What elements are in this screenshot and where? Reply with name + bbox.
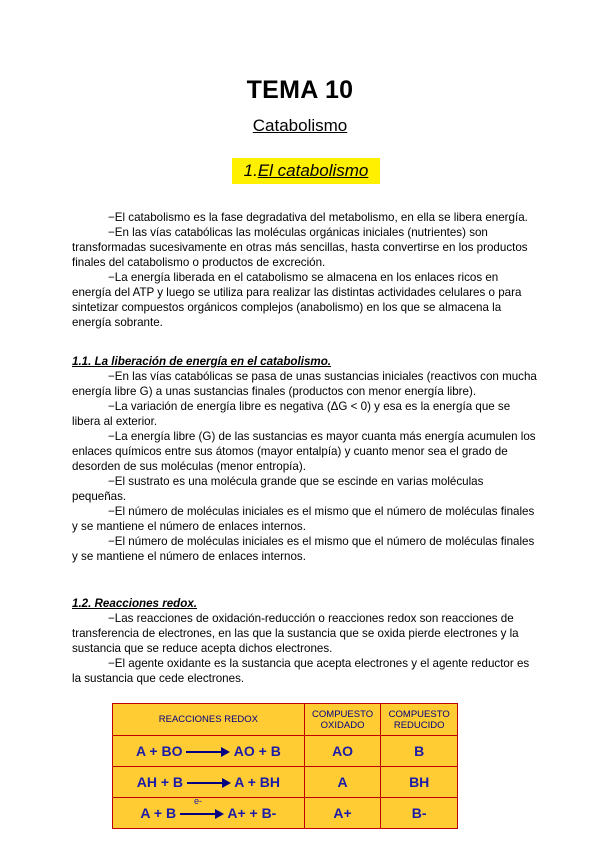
electron-label: e- — [193, 796, 202, 807]
paragraph: −Las reacciones de oxidación-reducción o reacciones redox son reacciones de transferencia de electrones, en las que la sustancia que se oxida pierde electrones y la sustancia que se reduce acepta dichos electrones. — [72, 612, 519, 655]
header-cell: COMPUESTO REDUCIDO — [381, 704, 458, 736]
section-number: 1. — [243, 161, 258, 180]
paragraph: −La variación de energía libre es negativa (ΔG < 0) y esa es la energía que se libera al exterior. — [72, 400, 511, 428]
section-label: El catabolismo — [257, 161, 369, 180]
reaction-right: A + BH — [234, 774, 281, 790]
reaction-cell — [113, 767, 305, 798]
reaction-cell — [113, 798, 305, 829]
oxidized-cell: A — [304, 767, 381, 798]
reaction-cell — [113, 736, 305, 767]
arrow-icon — [186, 747, 230, 757]
paragraph: −En las vías catabólicas las moléculas orgánicas iniciales (nutrientes) son transformadas sucesivamente en otras más sencillas, hasta convertirse en los productos finales del catabolismo o productos de excreción. — [72, 226, 528, 269]
paragraph: −El agente oxidante es la sustancia que acepta electrones y el agente reductor es la sustancia que cede electrones. — [72, 657, 530, 685]
subsection-2 — [72, 596, 538, 686]
reduced-cell: BH — [381, 767, 458, 798]
oxidized-cell: A+ — [304, 798, 381, 829]
paragraph: −El catabolismo es la fase degradativa del metabolismo, en ella se libera energía. — [108, 211, 528, 224]
paragraph: −La energía liberada en el catabolismo se almacena en los enlaces ricos en energía del ATP y luego se utiliza para realizar las distintas actividades celulares o para sintetizar compuestos orgánicos complejos (anabolismo) en los que se almacena la energía sobrante. — [72, 271, 522, 329]
oxidized-cell: AO — [304, 736, 381, 767]
reaction-right: A+ + B- — [227, 805, 277, 821]
table-row — [113, 736, 458, 767]
reduced-cell: B- — [381, 798, 458, 829]
redox-table — [112, 703, 458, 829]
paragraph: −La energía libre (G) de las sustancias es mayor cuanta más energía acumulen los enlaces químicos entre sus átomos (mayor entalpía) y cuanto menor sea el grado de desorden de sus moléculas (menor entropía). — [72, 430, 536, 473]
subsection-heading: 1.1. La liberación de energía en el catabolismo. — [72, 355, 332, 368]
arrow-icon — [180, 796, 224, 819]
paragraph: −En las vías catabólicas se pasa de unas sustancias iniciales (reactivos con mucha energía libre G) a unas sustancias finales (productos con menor energía libre). — [72, 370, 537, 398]
document-title: TEMA 10 — [246, 76, 354, 104]
subsection-heading: 1.2. Reacciones redox. — [72, 597, 198, 610]
paragraph: −El número de moléculas iniciales es el mismo que el número de moléculas finales y se mantiene el número de enlaces internos. — [72, 505, 535, 533]
paragraph: −El sustrato es una molécula grande que se escinde en varias moléculas pequeñas. — [72, 475, 484, 503]
reaction-left: A + BO — [135, 743, 183, 759]
table-row — [113, 798, 458, 829]
paragraph: −El número de moléculas iniciales es el mismo que el número de moléculas finales y se mantiene el número de enlaces internos. — [72, 535, 535, 563]
table-header-row — [113, 704, 458, 736]
header-cell: COMPUESTO OXIDADO — [304, 704, 381, 736]
reaction-right: AO + B — [233, 743, 281, 759]
reaction-left: AH + B — [136, 774, 183, 790]
subsection-1 — [72, 354, 538, 564]
arrow-icon — [187, 778, 231, 788]
section-heading — [232, 158, 380, 184]
table-row — [113, 767, 458, 798]
reduced-cell: B — [381, 736, 458, 767]
header-cell: REACCIONES REDOX — [113, 704, 305, 736]
document-subtitle: Catabolismo — [252, 116, 348, 135]
reaction-left: A + B — [140, 805, 177, 821]
intro-block — [72, 210, 538, 330]
